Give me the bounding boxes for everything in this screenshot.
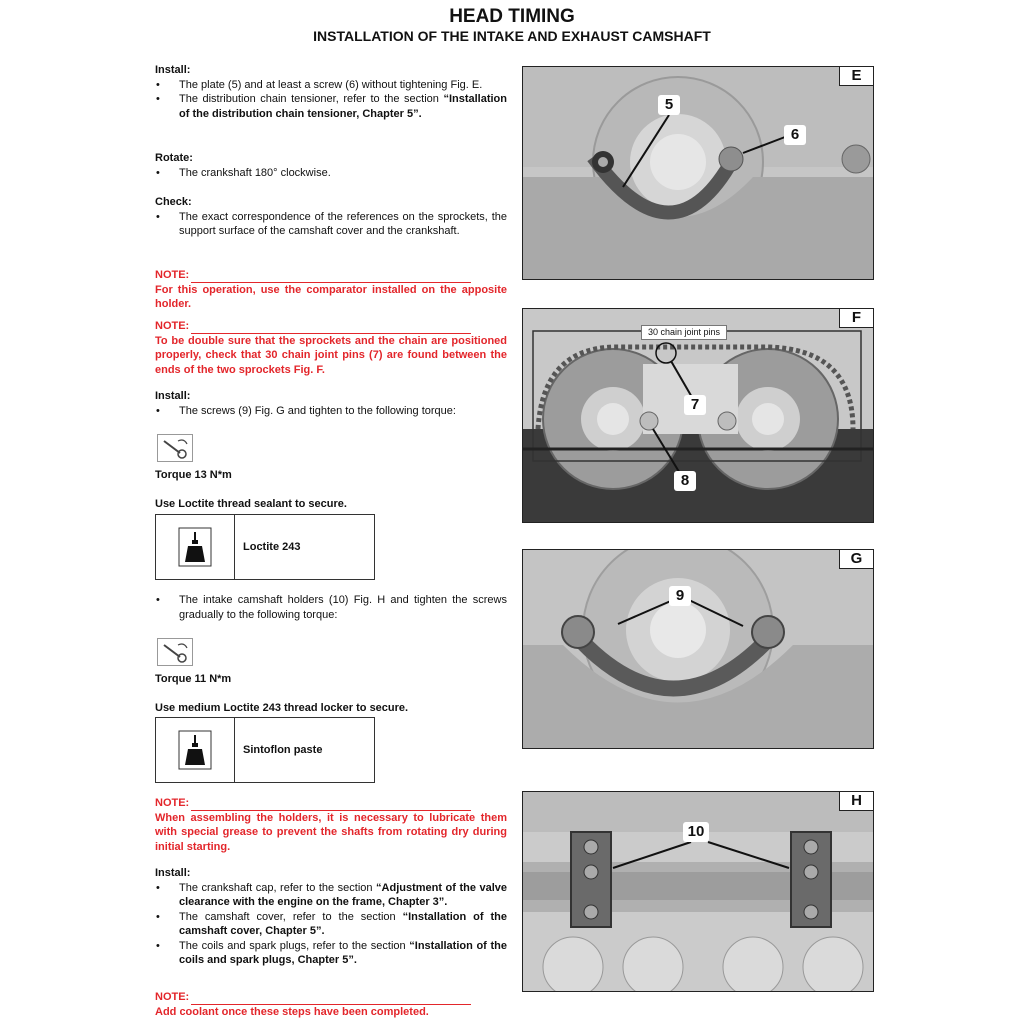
torque-wrench-icon — [157, 638, 193, 666]
chain-pins-label: 30 chain joint pins — [641, 325, 727, 340]
install-item-coils — [155, 939, 507, 968]
install-heading: Install: — [155, 390, 191, 402]
item-reference: “Adjustment of the valve clearance with the engine on the frame, Chapter 3”. — [179, 881, 508, 908]
check-item: • The exact correspondence of the references on the sprockets, the support surface of the camshaft cover and the crankshaft. — [155, 210, 507, 239]
holders-section — [155, 593, 507, 622]
figure-g-image — [523, 550, 873, 748]
item-reference: “Installation of the camshaft cover, Chapter 5”. — [179, 910, 507, 937]
install-item-plate: • The plate (5) and at least a screw (6) without tightening Fig. E. — [155, 78, 507, 93]
figure-e-image — [523, 67, 873, 279]
install-item-camshaft-cover — [155, 910, 507, 939]
note-comparator — [155, 268, 507, 312]
rotate-section — [155, 151, 507, 180]
callout-9: 9 — [669, 586, 691, 606]
rotate-item: • The crankshaft 180° clockwise. — [155, 166, 507, 181]
item-text: The crankshaft cap, refer to the section — [179, 881, 377, 894]
install-section-3 — [155, 866, 507, 968]
tensioner-text: The distribution chain tensioner, refer to the section — [179, 93, 444, 105]
loctite-note-2: Use medium Loctite 243 thread locker to secure. — [155, 702, 409, 714]
install-item-crankshaft-cap — [155, 881, 507, 910]
install-section-2 — [155, 389, 507, 418]
figure-tag: F — [839, 309, 873, 328]
sealant-box-1 — [155, 514, 375, 580]
note-chain-pins — [155, 319, 507, 377]
callout-5: 5 — [658, 95, 680, 115]
figure-h-photo — [522, 791, 874, 992]
install-item-tensioner — [155, 92, 507, 121]
loctite-note-1: Use Loctite thread sealant to secure. — [155, 498, 347, 510]
note-text: When assembling the holders, it is necessary to lubricate them with special grease to prevent the shafts from rotating dry during initial starting. — [155, 811, 507, 853]
figure-tag: H — [839, 792, 873, 811]
torque-wrench-icon — [157, 434, 193, 462]
figure-f-photo — [522, 308, 874, 523]
note-label: NOTE: — [155, 320, 190, 332]
page-title: HEAD TIMING — [449, 6, 575, 27]
note-text: Add coolant once these steps have been completed. — [155, 1005, 429, 1018]
callout-7: 7 — [684, 395, 706, 415]
install-item-holders: • The intake camshaft holders (10) Fig. H and tighten the screws gradually to the following torque: — [155, 593, 507, 622]
note-label: NOTE: — [155, 269, 190, 281]
note-rule — [191, 994, 471, 1005]
torque-value-1: Torque 13 N*m — [155, 469, 232, 481]
sealant-box-2 — [155, 717, 375, 783]
note-rule — [191, 323, 471, 334]
note-coolant — [155, 990, 507, 1019]
callout-6: 6 — [784, 125, 806, 145]
page-subtitle: INSTALLATION OF THE INTAKE AND EXHAUST CAMSHAFT — [313, 28, 711, 44]
item-reference: “Installation of the coils and spark plugs, Chapter 5”. — [179, 939, 507, 966]
note-grease — [155, 796, 507, 854]
figure-tag: E — [839, 67, 873, 86]
figure-e-photo — [522, 66, 874, 280]
install-heading: Install: — [155, 64, 191, 76]
torque-value-2: Torque 11 N*m — [155, 673, 232, 685]
note-text: To be double sure that the sprockets and the chain are positioned properly, check that 30 chain joint pins (7) are found between the ends of the two sprockets Fig. F. — [155, 334, 507, 376]
callout-10: 10 — [683, 822, 709, 842]
note-label: NOTE: — [155, 797, 190, 809]
note-rule — [191, 272, 471, 283]
sealant-bottle-icon — [175, 524, 215, 570]
tensioner-reference: “Installation of the distribution chain tensioner, Chapter 5”. — [179, 93, 507, 120]
item-text: The coils and spark plugs, refer to the section — [179, 939, 410, 952]
check-section — [155, 195, 507, 239]
note-label: NOTE: — [155, 991, 190, 1003]
check-heading: Check: — [155, 196, 192, 208]
callout-8: 8 — [674, 471, 696, 491]
install-item-screws: • The screws (9) Fig. G and tighten to the following torque: — [155, 404, 507, 419]
sealant-label-2: Sintoflon paste — [243, 744, 323, 756]
sealant-bottle-icon — [175, 727, 215, 773]
sealant-label-1: Loctite 243 — [243, 541, 301, 553]
item-text: The camshaft cover, refer to the section — [179, 910, 403, 923]
figure-f-image — [523, 309, 873, 522]
install-heading: Install: — [155, 867, 191, 879]
note-text: For this operation, use the comparator installed on the apposite holder. — [155, 283, 507, 310]
figure-tag: G — [839, 550, 873, 569]
figure-g-photo — [522, 549, 874, 749]
rotate-heading: Rotate: — [155, 152, 193, 164]
install-section-1 — [155, 63, 507, 121]
note-rule — [191, 800, 471, 811]
